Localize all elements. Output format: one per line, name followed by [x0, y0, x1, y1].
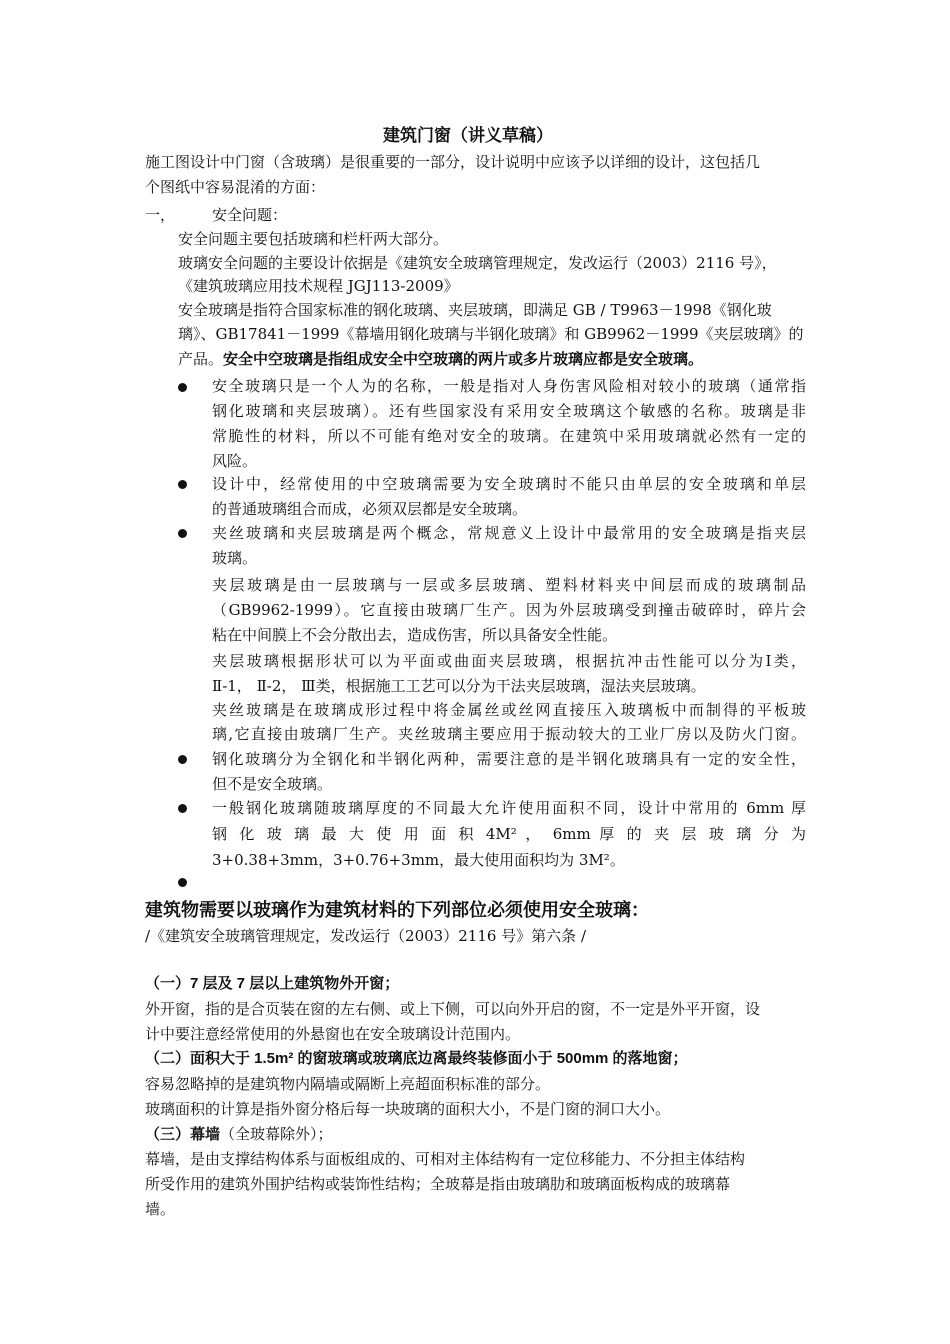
paragraph-line: 玻璃安全问题的主要设计依据是《建筑安全玻璃管理规定，发改运行（2003）2116 号》， [178, 254, 777, 272]
bullet-dot [178, 480, 187, 489]
bullet-line: 粘在中间膜上不会分散出去，造成伤害，所以具备安全性能。 [212, 626, 618, 644]
bullet-line: 的普通玻璃组合而成，必须双层都是安全玻璃。 [212, 500, 528, 518]
item-body-line: 幕墙，是由支撑结构体系与面板组成的、可相对主体结构有一定位移能力、不分担主体结构 [145, 1150, 746, 1168]
bullet-line: 安全玻璃只是一个人为的名称，一般是指对人身伤害风险相对较小的玻璃（通常指 [212, 377, 806, 395]
bullet-line: 钢化玻璃分为全钢化和半钢化两种，需要注意的是半钢化玻璃具有一定的安全性， [212, 750, 806, 768]
item-title: （二）面积大于 1.5m² 的窗玻璃或玻璃底边离最终装修面小于 500mm 的落地窗； [145, 1050, 688, 1067]
item-body-line: 所受作用的建筑外围护结构或装饰性结构；全玻幕是指由玻璃肋和玻璃面板构成的玻璃幕 [145, 1175, 731, 1193]
reference-line: /《建筑安全玻璃管理规定，发改运行（2003）2116 号》第六条 / [145, 927, 586, 945]
item-title: （三）幕墙 [145, 1126, 221, 1143]
item-body-line: 容易忽略掉的是建筑物内隔墙或隔断上亮超面积标准的部分。 [145, 1075, 551, 1093]
paragraph-emphasis: 安全中空玻璃是指组成安全中空玻璃的两片或多片玻璃应都是安全玻璃。 [223, 351, 704, 368]
bullet-dot [178, 383, 187, 392]
item-body-line: 外开窗，指的是合页装在窗的左右侧、或上下侧，可以向外开启的窗，不一定是外平开窗，设 [145, 1000, 761, 1018]
paragraph: 安全问题主要包括玻璃和栏杆两大部分。 [178, 230, 449, 248]
bullet-line: 钢化玻璃和夹层玻璃）。还有些国家没有采用安全玻璃这个敏感的名称。玻璃是非 [212, 402, 806, 420]
section-label: 安全问题： [212, 206, 288, 224]
section-heading: 建筑物需要以玻璃作为建筑材料的下列部位必须使用安全玻璃： [145, 900, 649, 920]
bullet-line: 夹丝玻璃和夹层玻璃是两个概念，常规意义上设计中最常用的安全玻璃是指夹层 [212, 524, 806, 542]
bullet-line: 但不是安全玻璃。 [212, 775, 333, 793]
doc-title: 建筑门窗（讲义草稿） [383, 126, 553, 146]
bullet-line: 3+0.38+3mm，3+0.76+3mm，最大使用面积均为 3M²。 [212, 851, 625, 869]
bullet-line: 夹丝玻璃是在玻璃成形过程中将金属丝或丝网直接压入玻璃板中而制得的平板玻 [212, 701, 806, 719]
bullet-line: Ⅱ-1， Ⅱ-2， Ⅲ类，根据施工工艺可以分为干法夹层玻璃，湿法夹层玻璃。 [212, 677, 706, 695]
bullet-line: 玻璃。 [212, 549, 258, 567]
item-body-line: 计中要注意经常使用的外悬窗也在安全玻璃设计范围内。 [145, 1025, 521, 1043]
section-number: 一， [145, 206, 176, 224]
intro-line: 个图纸中容易混淆的方面： [145, 178, 326, 196]
bullet-dot [178, 804, 187, 813]
intro-line: 施工图设计中门窗（含玻璃）是很重要的一部分，设计说明中应该予以详细的设计，这包括几 [145, 153, 761, 171]
bullet-dot [178, 878, 187, 887]
item-title: （一）7 层及 7 层以上建筑物外开窗； [145, 975, 400, 992]
bullet-dot [178, 529, 187, 538]
bullet-line: 一般钢化玻璃随玻璃厚度的不同最大允许使用面积不同，设计中常用的 6mm 厚 [212, 799, 806, 817]
item-body-line: 墙。 [145, 1200, 176, 1218]
bullet-line: 钢 化 玻 璃 最 大 使 用 面 积 4M² ， 6mm 厚 的 夹 层 玻 璃 分 为 [212, 825, 806, 843]
bullet-line: （GB9962-1999）。它直接由玻璃厂生产。因为外层玻璃受到撞击破碎时，碎片会 [212, 601, 806, 619]
bullet-line: 璃,它直接由玻璃厂生产。夹丝玻璃主要应用于振动较大的工业厂房以及防火门窗。 [212, 725, 806, 743]
paragraph-line: 璃》、GB17841－1999《幕墙用钢化玻璃与半钢化玻璃》和 GB9962－1999《夹层玻璃》的 [178, 325, 804, 343]
bullet-line: 常脆性的材料，所以不可能有绝对安全的玻璃。在建筑中采用玻璃就必然有一定的 [212, 427, 806, 445]
paragraph-line: 《建筑玻璃应用技术规程 JGJ113-2009》 [178, 277, 459, 295]
paragraph-text: 产品。 [178, 350, 224, 368]
bullet-line: 设计中，经常使用的中空玻璃需要为安全玻璃时不能只由单层的安全玻璃和单层 [212, 475, 806, 493]
paragraph-line: 安全玻璃是指符合国家标准的钢化玻璃、夹层玻璃，即满足 GB / T9963－1998《钢化玻 [178, 301, 772, 319]
bullet-line: 夹层玻璃是由一层玻璃与一层或多层玻璃、塑料材料夹中间层而成的玻璃制品 [212, 576, 806, 594]
bullet-line: 夹层玻璃根据形状可以为平面或曲面夹层玻璃，根据抗冲击性能可以分为Ⅰ类， [212, 652, 806, 670]
item-title-line [145, 1122, 333, 1147]
paragraph-line [178, 347, 703, 372]
bullet-dot [178, 755, 187, 764]
item-body-line: 玻璃面积的计算是指外窗分格后每一块玻璃的面积大小，不是门窗的洞口大小。 [145, 1100, 671, 1118]
bullet-line: 风险。 [212, 452, 258, 470]
item-note: （全玻幕除外）； [220, 1125, 333, 1143]
